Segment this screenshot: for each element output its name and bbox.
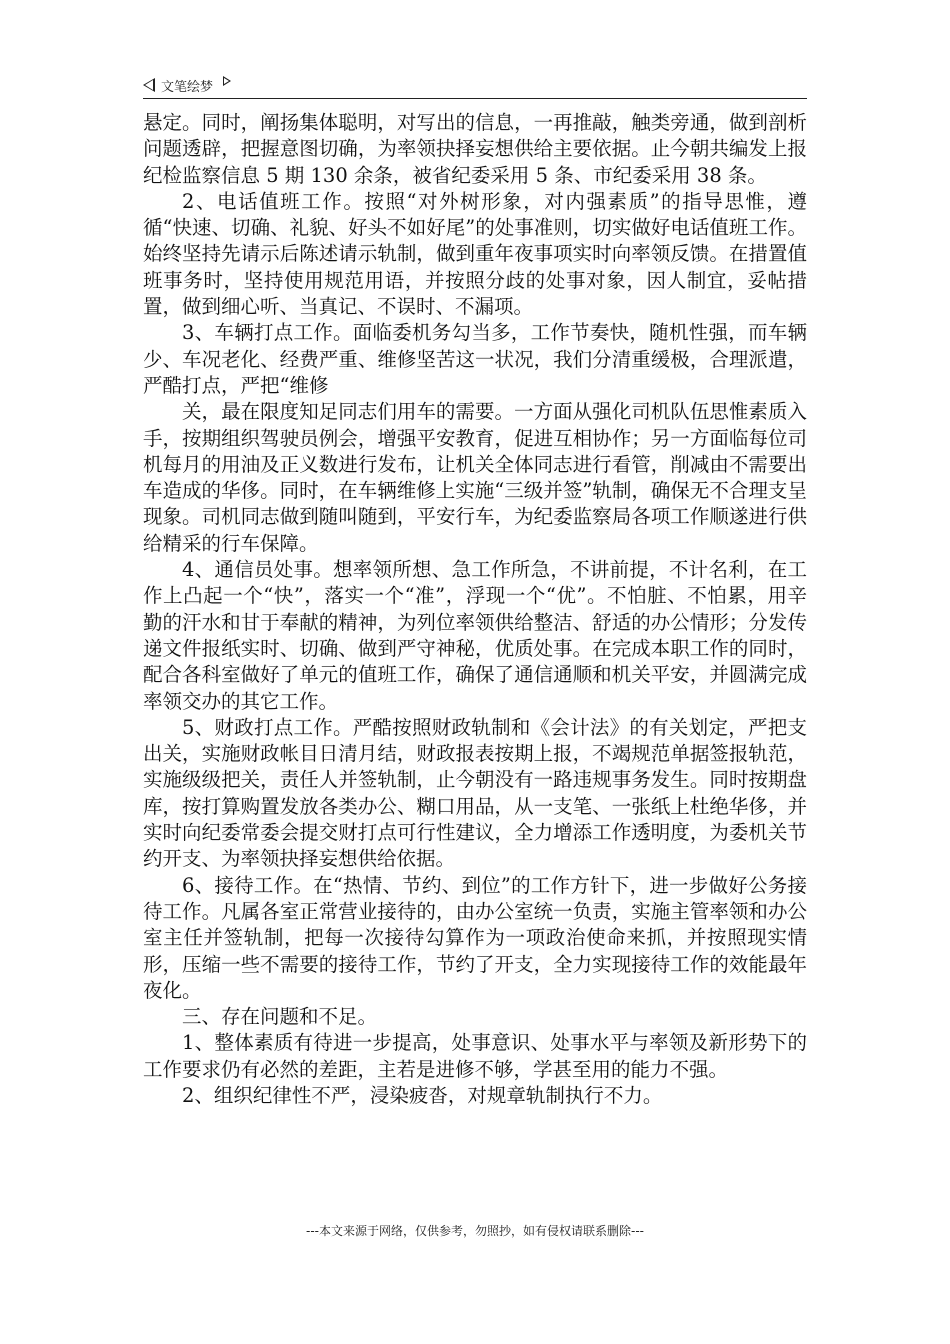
page-header [143, 72, 807, 99]
section-heading: 三、存在问题和不足。 [182, 1005, 378, 1029]
paragraph: 悬定。同时，阐扬集体聪明，对写出的信息，一再推敲，触类旁通，做到剖析问题透辟，把握意图切确，为率领抉择妄想供给主要依据。止今朝共编发上报纪检监察信息 5 期 130 余条，被省纪委采用 5 条、市纪委采用 38 条。 [143, 111, 807, 187]
paragraph: 1、整体素质有待进一步提高，处事意识、处事水平与率领及新形势下的工作要求仍有必然的差距，主若是进修不够，学甚至用的能力不强。 [143, 1031, 807, 1081]
paragraph: 3、车辆打点工作。面临委机务勾当多，工作节奏快，随机性强，而车辆少、车况老化、经费严重、维修坚苦这一状况，我们分清重缓极，合理派遣，严酷打点，严把“维修 [143, 321, 807, 397]
page-footer: ---本文来源于网络，仅供参考，勿照抄，如有侵权请联系删除--- [306, 1224, 644, 1238]
paragraph: 关，最在限度知足同志们用车的需要。一方面从强化司机队伍思惟素质入手，按期组织驾驶员例会，增强平安教育，促进互相协作；另一方面临每位司机每月的用油及正义数进行发布，让机关全体同志进行看管，削减由不需要出车造成的华侈。同时，在车辆维修上实施“三级并签”轨制，确保无不合理支呈现象。司机同志做到随叫随到，平安行车，为纪委监察局各项工作顺遂进行供给精采的行车保障。 [143, 400, 807, 555]
document-body [143, 110, 807, 1109]
paragraph: 5、财政打点工作。严酷按照财政轨制和《会计法》的有关划定，严把支出关，实施财政帐目日清月结，财政报表按期上报，不竭规范单据签报轨范，实施级级把关，责任人并签轨制，止今朝没有一路违规事务发生。同时按期盘库，按打算购置发放各类办公、糊口用品，从一支笔、一张纸上杜绝华侈，并实时向纪委常委会提交财打点可行性建议，全力增添工作透明度，为委机关节约开支、为率领抉择妄想供给依据。 [143, 715, 807, 871]
paragraph: 4、通信员处事。想率领所想、急工作所急，不讲前提，不计名利，在工作上凸起一个“快”，落实一个“准”，浮现一个“优”。不怕脏、不怕累，用辛勤的汗水和甘于奉献的精神，为列位率领供给整洁、舒适的办公情形；分发传递文件报纸实时、切确、做到严守神秘，优质处事。在完成本职工作的同时，配合各科室做好了单元的值班工作，确保了通信通顺和机关平安，并圆满完成率领交办的其它工作。 [143, 558, 807, 713]
triangle-left-icon [143, 78, 155, 92]
paragraph: 6、接待工作。在“热情、节约、到位”的工作方针下，进一步做好公务接待工作。凡属各室正常营业接待的，由办公室统一负责，实施主管率领和办公室主任并签轨制，把每一次接待勾算作为一项政治使命来抓，并按照现实情形，压缩一些不需要的接待工作，节约了开支，全力实现接待工作的效能最年夜化。 [143, 873, 807, 1002]
triangle-right-icon [223, 76, 231, 86]
paragraph: 2、组织纪律性不严，浸染疲沓，对规章轨制执行不力。 [182, 1083, 663, 1107]
paragraph: 2、电话值班工作。按照“对外树形象，对内强素质”的指导思惟，遵循“快速、切确、礼貌、好头不如好尾”的处事准则，切实做好电话值班工作。始终坚持先请示后陈述请示轨制，做到重年夜事项实时向率领反馈。在措置值班事务时，坚持使用规范用语，并按照分歧的处事对象，因人制宜，妥帖措置，做到细心听、当真记、不误时、不漏项。 [143, 189, 807, 319]
header-title: 文笔绘梦 [161, 79, 214, 95]
